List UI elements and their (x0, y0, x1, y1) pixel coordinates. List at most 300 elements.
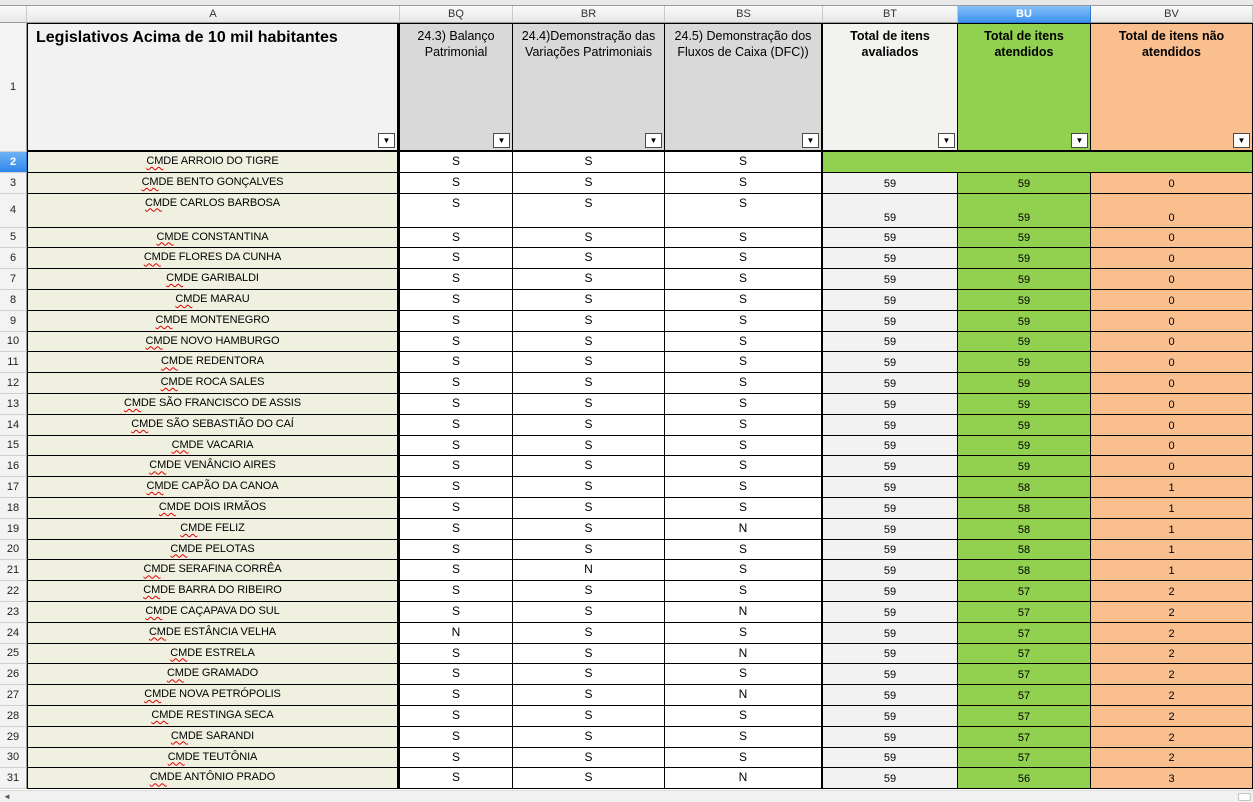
sheet-row-26 (0, 664, 1253, 685)
cell-bs[interactable]: S (665, 560, 823, 581)
cell-bt[interactable]: 59 (823, 436, 958, 457)
cell-br[interactable]: S (513, 748, 665, 769)
cell-bq[interactable]: S (400, 560, 513, 581)
cell-name[interactable]: CM DE SÃO SEBASTIÃO DO CAÍ (27, 415, 400, 436)
cell-name[interactable]: CM DE BENTO GONÇALVES (27, 173, 400, 194)
cell-bv[interactable]: 0 (1091, 228, 1253, 249)
filter-dropdown-icon: ▼ (942, 135, 951, 145)
cell-bs[interactable]: S (665, 748, 823, 769)
cell-bu[interactable]: 57 (958, 581, 1091, 602)
cell-bv[interactable]: 0 (1091, 248, 1253, 269)
cell-bs[interactable]: N (665, 768, 823, 789)
cell-bv[interactable]: 1 (1091, 519, 1253, 540)
cell-bu[interactable]: 58 (958, 498, 1091, 519)
row-header[interactable]: 23 (0, 602, 27, 623)
cell-br[interactable]: S (513, 173, 665, 194)
cell-bt1-header[interactable] (823, 23, 958, 152)
row-header[interactable]: 24 (0, 623, 27, 644)
row-header[interactable]: 13 (0, 394, 27, 415)
cell-bs[interactable]: N (665, 519, 823, 540)
cell-bs[interactable]: S (665, 290, 823, 311)
cell-bs[interactable]: S (665, 456, 823, 477)
row-header[interactable]: 9 (0, 311, 27, 332)
cell-bv[interactable]: 2 (1091, 748, 1253, 769)
cell-bs[interactable]: S (665, 332, 823, 353)
table-title: Legislativos Acima de 10 mil habitantes (36, 29, 338, 46)
column-header-bt[interactable]: BT (823, 6, 958, 23)
cell-bu[interactable]: 59 (958, 290, 1091, 311)
cell-bs[interactable]: S (665, 727, 823, 748)
misspelled-word: CM (158, 500, 176, 513)
cell-bu[interactable]: 59 (958, 173, 1091, 194)
cell-bq[interactable]: S (400, 727, 513, 748)
cell-bt[interactable]: 59 (823, 706, 958, 727)
cell-bq[interactable]: S (400, 519, 513, 540)
cell-bt[interactable]: 59 (823, 248, 958, 269)
cell-a1-title[interactable] (27, 23, 400, 152)
row-header[interactable]: 8 (0, 290, 27, 311)
row-header[interactable]: 21 (0, 560, 27, 581)
column-header-bs[interactable]: BS (665, 6, 823, 23)
cell-br[interactable]: S (513, 519, 665, 540)
cell-br[interactable]: S (513, 768, 665, 789)
cell-bt[interactable]: 59 (823, 560, 958, 581)
cell-bq1-header[interactable] (400, 23, 513, 152)
sheet-row-4 (0, 194, 1253, 228)
sheet-row-25 (0, 644, 1253, 665)
cell-bs[interactable]: S (665, 352, 823, 373)
cell-bu[interactable]: 59 (958, 228, 1091, 249)
row-header[interactable]: 30 (0, 748, 27, 769)
row-header[interactable]: 10 (0, 332, 27, 353)
cell-bt[interactable]: 59 (823, 623, 958, 644)
cell-name[interactable]: CM DE REDENTORA (27, 352, 400, 373)
row-header[interactable]: 16 (0, 456, 27, 477)
cell-name[interactable]: CM DE SARANDI (27, 727, 400, 748)
cell-bt[interactable]: 59 (823, 477, 958, 498)
row-header[interactable]: 1 (0, 23, 27, 152)
cell-name[interactable]: CM DE VENÂNCIO AIRES (27, 456, 400, 477)
cell-br[interactable]: S (513, 373, 665, 394)
cell-br[interactable]: S (513, 456, 665, 477)
cell-bq[interactable]: S (400, 456, 513, 477)
cell-name[interactable]: CM DE MONTENEGRO (27, 311, 400, 332)
row-header[interactable]: 2 (0, 152, 27, 173)
cell-bt[interactable]: 59 (823, 519, 958, 540)
cell-bu[interactable]: 57 (958, 644, 1091, 665)
misspelled-word: CM (145, 334, 163, 347)
cell-bv[interactable]: 0 (1091, 415, 1253, 436)
cell-bq[interactable]: S (400, 373, 513, 394)
cell-bu[interactable]: 57 (958, 602, 1091, 623)
cell-br[interactable]: S (513, 477, 665, 498)
cell-bu[interactable]: 59 (958, 269, 1091, 290)
row-header[interactable]: 7 (0, 269, 27, 290)
cell-name[interactable]: CM DE CAÇAPAVA DO SUL (27, 602, 400, 623)
filter-button[interactable] (1071, 133, 1088, 148)
cell-bu[interactable]: 59 (958, 436, 1091, 457)
cell-bq[interactable]: S (400, 436, 513, 457)
cell-bv[interactable]: 0 (1091, 436, 1253, 457)
cell-bs[interactable]: S (665, 436, 823, 457)
filter-button[interactable] (493, 133, 510, 148)
row-header[interactable]: 11 (0, 352, 27, 373)
sheet-row-29 (0, 727, 1253, 748)
cell-bs[interactable]: S (665, 477, 823, 498)
cell-bq[interactable]: S (400, 664, 513, 685)
cell-bq[interactable]: S (400, 477, 513, 498)
cell-bs[interactable]: S (665, 152, 823, 173)
cell-br[interactable]: S (513, 727, 665, 748)
cell-br[interactable]: S (513, 290, 665, 311)
cell-bs[interactable]: S (665, 173, 823, 194)
scrollbar-thumb[interactable] (1238, 793, 1251, 801)
cell-bu[interactable]: 57 (958, 748, 1091, 769)
cell-bv1-header[interactable] (1091, 23, 1253, 152)
cell-bt[interactable]: 59 (823, 415, 958, 436)
cell-br[interactable]: S (513, 415, 665, 436)
cell-bu[interactable]: 59 (958, 373, 1091, 394)
cell-bt[interactable]: 59 (823, 456, 958, 477)
row-header[interactable]: 3 (0, 173, 27, 194)
misspelled-word: CM (167, 750, 185, 763)
cell-bu1-header[interactable] (958, 23, 1091, 152)
column-header-bq[interactable]: BQ (400, 6, 513, 23)
sheet-row-15 (0, 436, 1253, 457)
cell-bs[interactable]: S (665, 248, 823, 269)
cell-bq[interactable]: S (400, 394, 513, 415)
cell-name[interactable]: CM DE TEUTÔNIA (27, 748, 400, 769)
cell-bt[interactable]: 59 (823, 498, 958, 519)
cell-bq[interactable]: S (400, 602, 513, 623)
cell-bu[interactable]: 59 (958, 456, 1091, 477)
cell-bt[interactable]: 59 (823, 394, 958, 415)
sheet-row-19 (0, 519, 1253, 540)
cell-bu[interactable]: 58 (958, 477, 1091, 498)
cell-bu[interactable]: 57 (958, 706, 1091, 727)
cell-bq[interactable]: S (400, 311, 513, 332)
misspelled-word: CM (146, 155, 164, 167)
cell-name[interactable]: CM DE BARRA DO RIBEIRO (27, 581, 400, 602)
row-header[interactable]: 15 (0, 436, 27, 457)
row-header[interactable]: 5 (0, 228, 27, 249)
cell-bv[interactable]: 1 (1091, 540, 1253, 561)
cell-bv[interactable]: 2 (1091, 664, 1253, 685)
cell-bs[interactable]: S (665, 373, 823, 394)
cell-bt[interactable]: 59 (823, 644, 958, 665)
cell-br[interactable]: S (513, 581, 665, 602)
cell-br[interactable]: S (513, 352, 665, 373)
column-header-bv[interactable]: BV (1091, 6, 1253, 23)
cell-bv[interactable]: 0 (1091, 456, 1253, 477)
cell-br[interactable]: S (513, 623, 665, 644)
scroll-left-icon[interactable]: ◄ (3, 792, 11, 801)
sheet-row-30 (0, 748, 1253, 769)
cell-bv[interactable]: 2 (1091, 581, 1253, 602)
cell-name[interactable]: CM DE ESTRELA (27, 644, 400, 665)
cell-bq[interactable]: S (400, 768, 513, 789)
cell-name[interactable]: CM DE CARLOS BARBOSA (27, 194, 400, 228)
cell-bs[interactable]: S (665, 415, 823, 436)
cell-bq[interactable]: S (400, 269, 513, 290)
cell-bu[interactable]: 59 (958, 415, 1091, 436)
cell-name[interactable]: CM DE ARROIO DO TIGRE (27, 152, 400, 173)
cell-bs[interactable]: S (665, 664, 823, 685)
cell-bu[interactable]: 57 (958, 727, 1091, 748)
column-header-br[interactable]: BR (513, 6, 665, 23)
cell-br[interactable]: S (513, 269, 665, 290)
cell-bs[interactable]: S (665, 540, 823, 561)
cell-bq[interactable]: N (400, 623, 513, 644)
cell-bv[interactable]: 0 (1091, 194, 1253, 228)
cell-bv[interactable]: 0 (1091, 290, 1253, 311)
cell-br[interactable]: S (513, 311, 665, 332)
cell-bs[interactable]: S (665, 311, 823, 332)
misspelled-word: CM (170, 542, 188, 555)
cell-br[interactable]: S (513, 685, 665, 706)
cell-bt[interactable]: 59 (823, 581, 958, 602)
cell-name[interactable]: CM DE SÃO FRANCISCO DE ASSIS (27, 394, 400, 415)
cell-bv[interactable]: 2 (1091, 727, 1253, 748)
cell-bv[interactable]: 1 (1091, 477, 1253, 498)
cell-bu[interactable]: 58 (958, 540, 1091, 561)
sheet-row-7 (0, 269, 1253, 290)
cell-bv[interactable]: 2 (1091, 685, 1253, 706)
row-header[interactable]: 25 (0, 644, 27, 665)
row-header[interactable]: 19 (0, 519, 27, 540)
cell-br[interactable]: S (513, 152, 665, 173)
filter-button[interactable] (938, 133, 955, 148)
row-header[interactable]: 6 (0, 248, 27, 269)
cell-name[interactable]: CM DE ANTÔNIO PRADO (27, 768, 400, 789)
cell-bt[interactable]: 59 (823, 352, 958, 373)
sheet-row-18 (0, 498, 1253, 519)
cell-bv[interactable]: 3 (1091, 768, 1253, 789)
cell-bs[interactable]: S (665, 394, 823, 415)
cell-name[interactable]: CM DE FLORES DA CUNHA (27, 248, 400, 269)
row-header[interactable]: 27 (0, 685, 27, 706)
cell-bt[interactable]: 59 (823, 311, 958, 332)
cell-br[interactable]: S (513, 194, 665, 228)
cell-br[interactable]: S (513, 228, 665, 249)
cell-br[interactable]: S (513, 602, 665, 623)
cell-bs[interactable]: N (665, 685, 823, 706)
cell-bq[interactable]: S (400, 290, 513, 311)
cell-bv[interactable]: 0 (1091, 173, 1253, 194)
cell-br[interactable]: S (513, 498, 665, 519)
cell-bu[interactable]: 59 (958, 332, 1091, 353)
row-header[interactable]: 18 (0, 498, 27, 519)
cell-br[interactable]: S (513, 436, 665, 457)
cell-bt[interactable]: 59 (823, 664, 958, 685)
misspelled-word: CM (131, 417, 149, 430)
cell-bu[interactable]: 59 (958, 311, 1091, 332)
cell-bq[interactable]: S (400, 152, 513, 173)
cell-bv[interactable]: 2 (1091, 644, 1253, 665)
cell-bv[interactable]: 1 (1091, 560, 1253, 581)
cell-bq[interactable]: S (400, 581, 513, 602)
cell-bt[interactable]: 59 (823, 173, 958, 194)
cell-name[interactable]: CM DE CAPÃO DA CANOA (27, 477, 400, 498)
row-header[interactable]: 31 (0, 768, 27, 789)
misspelled-word: CM (145, 604, 163, 617)
cell-bv[interactable]: 0 (1091, 394, 1253, 415)
row-header[interactable]: 4 (0, 194, 27, 228)
cell-name[interactable]: CM DE SERAFINA CORRÊA (27, 560, 400, 581)
cell-name[interactable]: CM DE FELIZ (27, 519, 400, 540)
cell-bs[interactable]: S (665, 269, 823, 290)
cell-bs[interactable]: N (665, 644, 823, 665)
cell-bq[interactable]: S (400, 194, 513, 228)
misspelled-word: CM (149, 771, 167, 784)
cell-bv[interactable]: 2 (1091, 623, 1253, 644)
cell-br[interactable]: S (513, 332, 665, 353)
cell-bs[interactable]: S (665, 706, 823, 727)
cell-name[interactable]: CM DE GARIBALDI (27, 269, 400, 290)
cell-bq[interactable]: S (400, 173, 513, 194)
cell-name[interactable]: CM DE VACARIA (27, 436, 400, 457)
cell-bt[interactable]: 59 (823, 685, 958, 706)
filter-button[interactable] (645, 133, 662, 148)
horizontal-scrollbar[interactable] (0, 790, 1253, 802)
cell-bv[interactable]: 2 (1091, 602, 1253, 623)
cell-br[interactable]: S (513, 248, 665, 269)
cell-bs[interactable]: N (665, 602, 823, 623)
cell-bq[interactable]: S (400, 332, 513, 353)
cell-name[interactable]: CM DE RESTINGA SECA (27, 706, 400, 727)
misspelled-word: CM (156, 230, 174, 243)
row-header[interactable]: 14 (0, 415, 27, 436)
cell-bq[interactable]: S (400, 415, 513, 436)
cell-br[interactable]: S (513, 394, 665, 415)
header-label: Total de itens não atendidos (1118, 29, 1225, 60)
row-header[interactable]: 26 (0, 664, 27, 685)
sheet-row-2 (0, 152, 1253, 173)
cell-br[interactable]: S (513, 540, 665, 561)
cell-bt[interactable]: 59 (823, 540, 958, 561)
cell-bu[interactable]: 57 (958, 685, 1091, 706)
misspelled-word: CM (123, 396, 141, 409)
cell-bt[interactable]: 59 (823, 768, 958, 789)
cell-bu[interactable]: 56 (958, 768, 1091, 789)
misspelled-word: CM (143, 563, 161, 576)
cell-name[interactable]: CM DE ROCA SALES (27, 373, 400, 394)
cell-bt[interactable]: 59 (823, 228, 958, 249)
sheet-row-20 (0, 540, 1253, 561)
misspelled-word: CM (175, 292, 193, 305)
merged-green-cell-selected[interactable] (823, 152, 1253, 173)
cell-bq[interactable]: S (400, 498, 513, 519)
cell-bs[interactable]: S (665, 581, 823, 602)
sheet-row-5 (0, 228, 1253, 249)
cell-bv[interactable]: 0 (1091, 332, 1253, 353)
misspelled-word: CM (149, 459, 167, 472)
cell-br[interactable]: S (513, 706, 665, 727)
misspelled-word: CM (141, 175, 159, 188)
cell-bu[interactable]: 59 (958, 394, 1091, 415)
row-header[interactable]: 12 (0, 373, 27, 394)
misspelled-word: CM (166, 667, 184, 680)
cell-bt[interactable]: 59 (823, 602, 958, 623)
cell-bt[interactable]: 59 (823, 727, 958, 748)
header-label: 24.4)Demonstração das Variações Patrimoniais (521, 29, 656, 60)
cell-bu[interactable]: 58 (958, 519, 1091, 540)
row-header[interactable]: 22 (0, 581, 27, 602)
filter-button[interactable] (1233, 133, 1250, 148)
misspelled-word: CM (146, 480, 164, 493)
select-all-corner[interactable] (0, 6, 27, 23)
cell-bv[interactable]: 0 (1091, 311, 1253, 332)
cell-bv[interactable]: 0 (1091, 269, 1253, 290)
filter-button[interactable] (802, 133, 819, 148)
cell-name[interactable]: CM DE DOIS IRMÃOS (27, 498, 400, 519)
row-header[interactable]: 28 (0, 706, 27, 727)
column-header-bu-selected[interactable]: BU (958, 6, 1091, 23)
cell-bv[interactable]: 0 (1091, 352, 1253, 373)
cell-bt[interactable]: 59 (823, 269, 958, 290)
cell-name[interactable]: CM DE MARAU (27, 290, 400, 311)
cell-bq[interactable]: S (400, 248, 513, 269)
cell-bt[interactable]: 59 (823, 332, 958, 353)
cell-bq[interactable]: S (400, 352, 513, 373)
column-letter-header-row (0, 6, 1253, 23)
cell-name[interactable]: CM DE NOVA PETRÓPOLIS (27, 685, 400, 706)
cell-name[interactable]: CM DE PELOTAS (27, 540, 400, 561)
column-header-a[interactable]: A (27, 6, 400, 23)
cell-bt[interactable]: 59 (823, 748, 958, 769)
cell-bs[interactable]: S (665, 623, 823, 644)
cell-bu[interactable]: 59 (958, 352, 1091, 373)
filter-button[interactable] (378, 133, 395, 148)
cell-bt[interactable]: 59 (823, 194, 958, 228)
cell-bs[interactable]: S (665, 498, 823, 519)
misspelled-word: CM (170, 729, 188, 742)
cell-bq[interactable]: S (400, 706, 513, 727)
cell-br[interactable]: N (513, 560, 665, 581)
cell-name[interactable]: CM DE ESTÂNCIA VELHA (27, 623, 400, 644)
cell-bu[interactable]: 58 (958, 560, 1091, 581)
cell-bv[interactable]: 0 (1091, 373, 1253, 394)
row-header[interactable]: 29 (0, 727, 27, 748)
cell-bu[interactable]: 59 (958, 194, 1091, 228)
cell-bq[interactable]: S (400, 644, 513, 665)
cell-bs[interactable]: S (665, 228, 823, 249)
cell-bv[interactable]: 2 (1091, 706, 1253, 727)
cell-name[interactable]: CM DE NOVO HAMBURGO (27, 332, 400, 353)
row-header[interactable]: 17 (0, 477, 27, 498)
cell-bq[interactable]: S (400, 748, 513, 769)
cell-bv[interactable]: 1 (1091, 498, 1253, 519)
cell-br[interactable]: S (513, 644, 665, 665)
cell-name[interactable]: CM DE GRAMADO (27, 664, 400, 685)
cell-br1-header[interactable] (513, 23, 665, 152)
cell-bq[interactable]: S (400, 540, 513, 561)
cell-bu[interactable]: 57 (958, 664, 1091, 685)
cell-bs[interactable]: S (665, 194, 823, 228)
row-header[interactable]: 20 (0, 540, 27, 561)
cell-bs1-header[interactable] (665, 23, 823, 152)
cell-bu[interactable]: 59 (958, 248, 1091, 269)
cell-bu[interactable]: 57 (958, 623, 1091, 644)
cell-bt[interactable]: 59 (823, 373, 958, 394)
sheet-row-22 (0, 581, 1253, 602)
cell-br[interactable]: S (513, 664, 665, 685)
cell-bq[interactable]: S (400, 228, 513, 249)
cell-bq[interactable]: S (400, 685, 513, 706)
sheet-row-3 (0, 173, 1253, 194)
cell-name[interactable]: CM DE CONSTANTINA (27, 228, 400, 249)
cell-bt[interactable]: 59 (823, 290, 958, 311)
